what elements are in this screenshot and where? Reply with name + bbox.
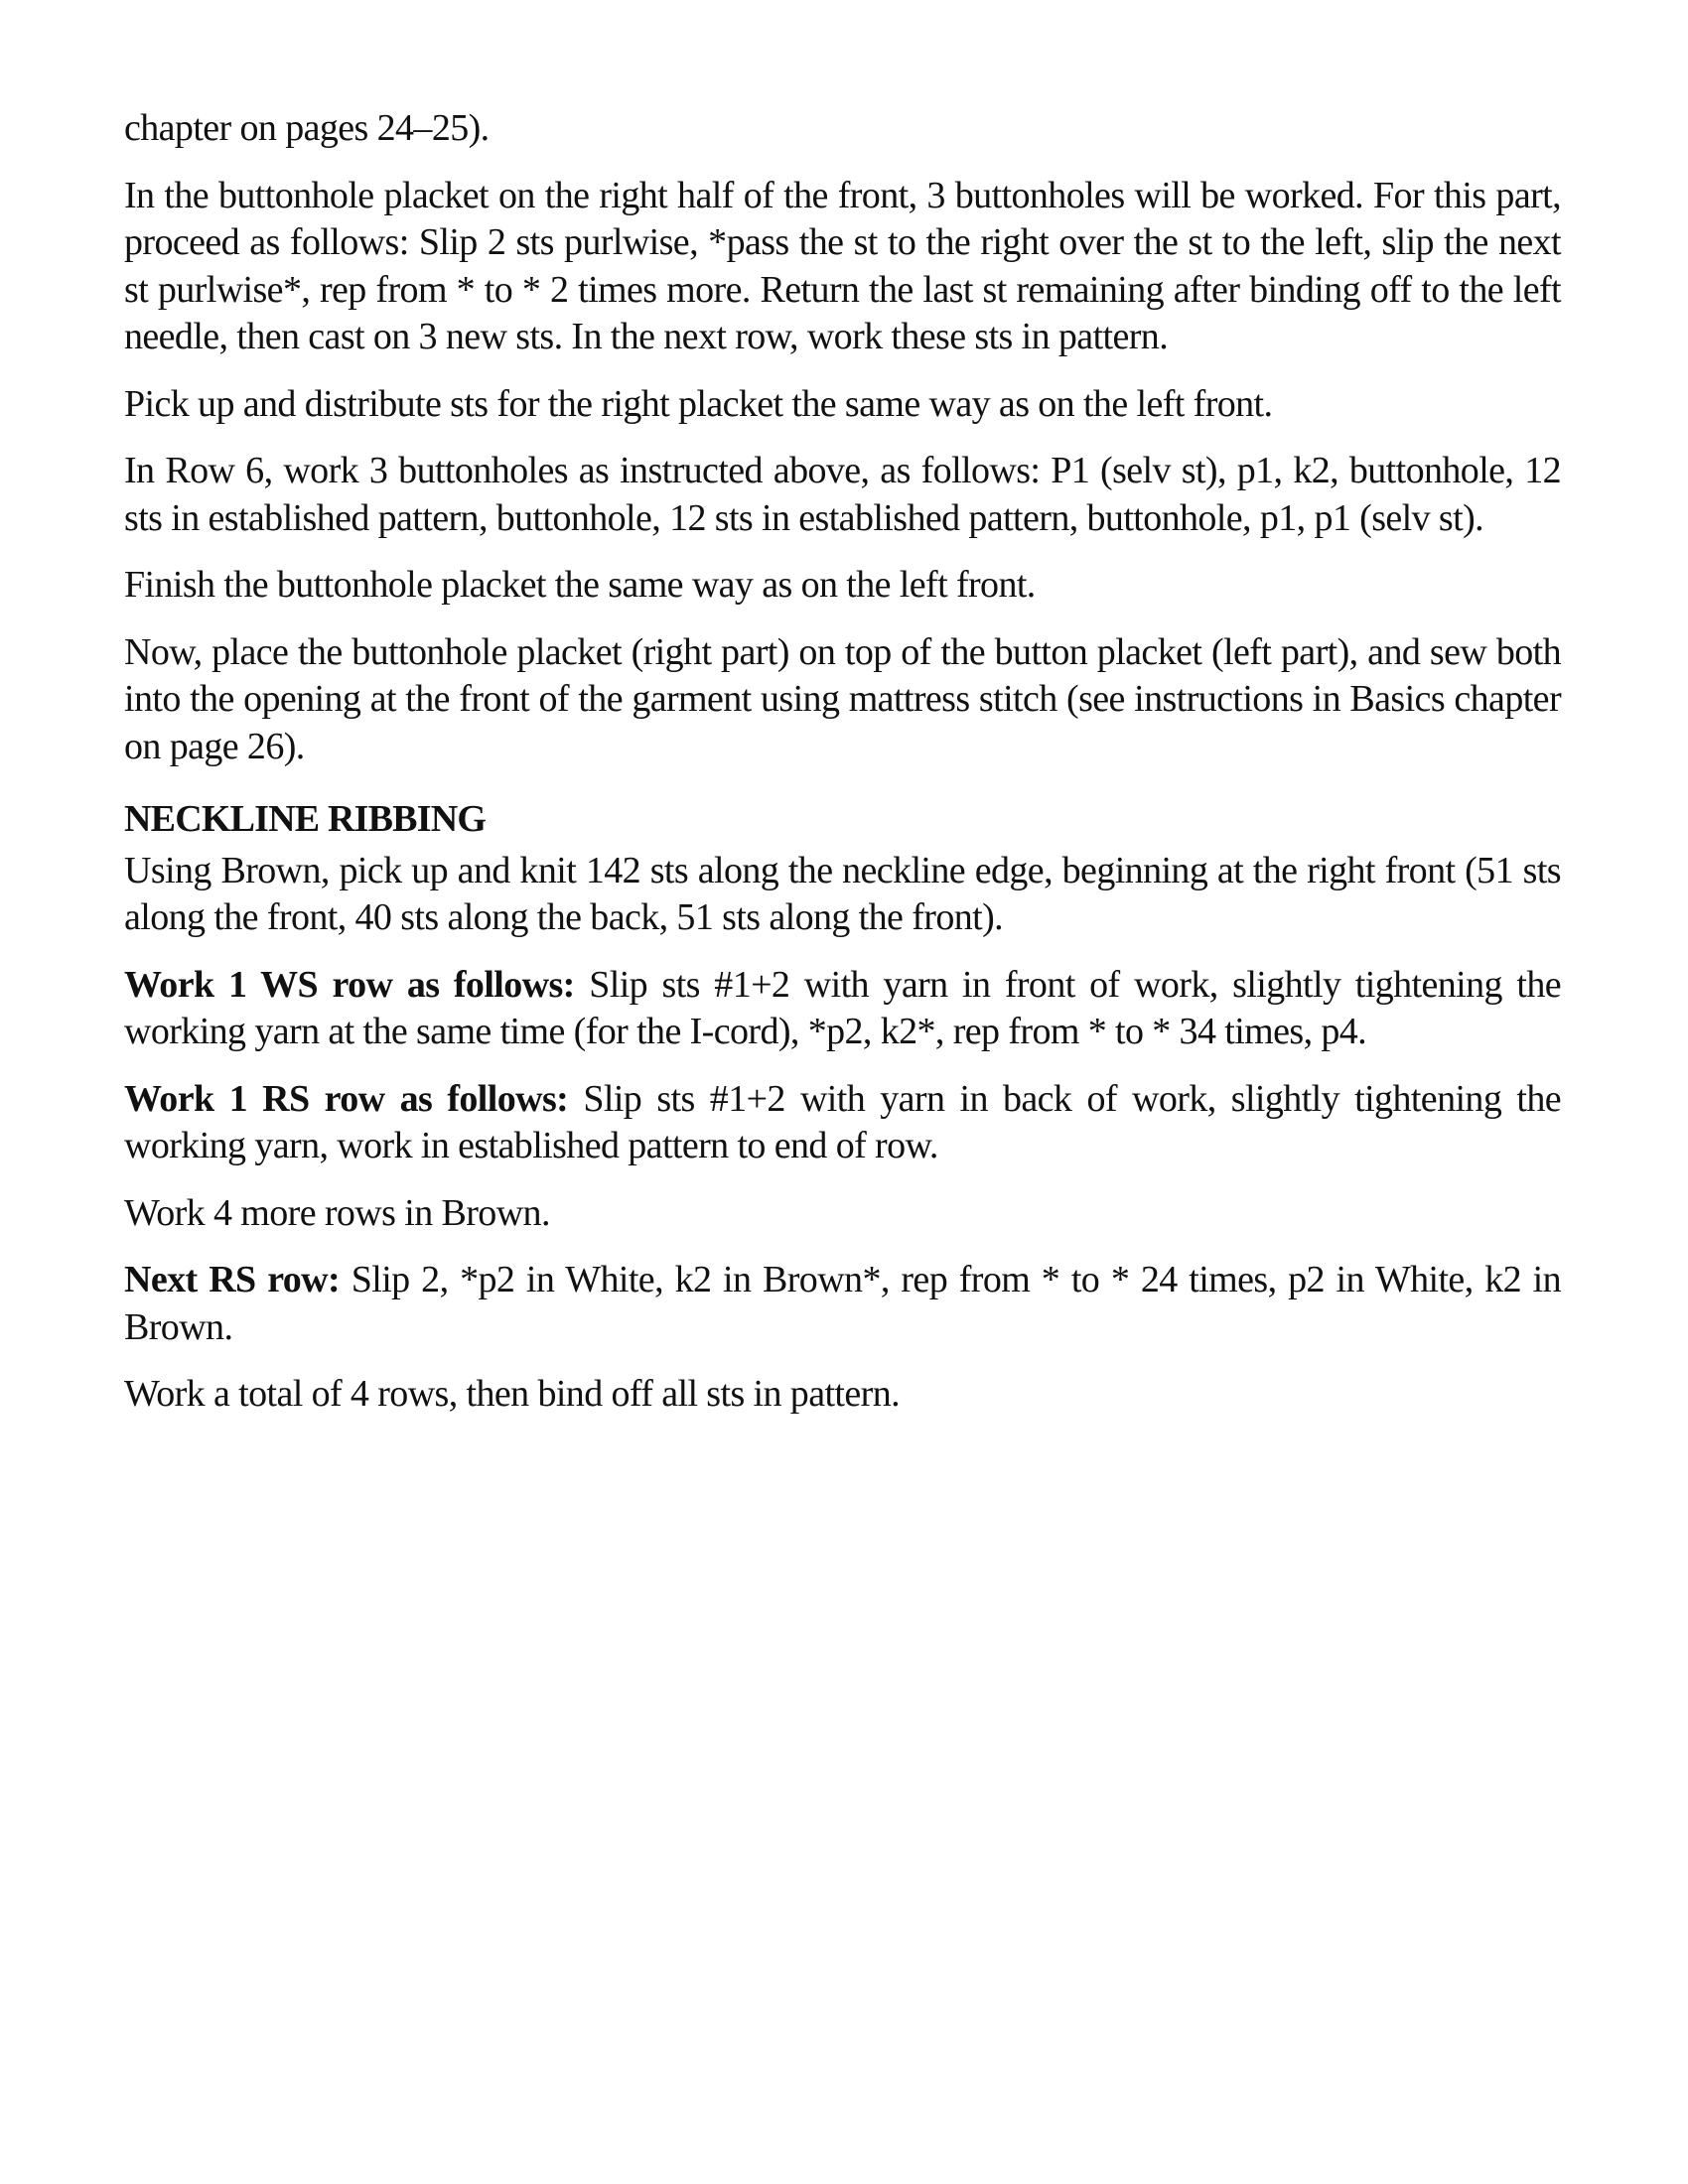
rs-row-lead: Work 1 RS row as follows: — [124, 1077, 569, 1120]
paragraph-finish-placket: Finish the buttonhole placket the same way as on the left front. — [124, 564, 1036, 606]
paragraph-bind-off: Work a total of 4 rows, then bind off all sts in pattern. — [124, 1373, 901, 1415]
rs-row-text: Slip sts #1+2 with yarn in back of work, slightly tightening the working yarn, work in established pattern to end of row. — [124, 1077, 1561, 1166]
paragraph-ws-row — [124, 962, 1561, 1056]
paragraph-buttonhole-instructions: In the buttonhole placket on the right half of the front, 3 buttonholes will be worked. For this part, proceed as follows: Slip 2 sts purlwise, *pass the st to the right over the st to the left, slip the next st purlwise*, rep from * to * 2 times more. Return the last st remaining after binding off to the left needle, then cast on 3 new sts. In the next row, work these sts in pattern. — [124, 174, 1561, 357]
paragraph-next-rs-row — [124, 1257, 1561, 1351]
next-rs-row-text: Slip 2, *p2 in White, k2 in Brown*, rep from * to * 24 times, p2 in White, k2 in Brown. — [124, 1259, 1561, 1348]
ws-row-lead: Work 1 WS row as follows: — [124, 963, 575, 1006]
paragraph-right-placket: Pick up and distribute sts for the right placket the same way as on the left front. — [124, 382, 1273, 425]
paragraph-pick-up-neckline: Using Brown, pick up and knit 142 sts along the neckline edge, beginning at the right front (51 sts along the front, 40 sts along the back, 51 sts along the front). — [124, 849, 1561, 938]
paragraph-rs-row — [124, 1076, 1561, 1170]
paragraph-sew-plackets: Now, place the buttonhole placket (right part) on top of the button placket (left part), and sew both into the opening at the front of the garment using mattress stitch (see instructions in Basics chapter on page 26). — [124, 630, 1561, 767]
paragraph-row-6: In Row 6, work 3 buttonholes as instructed above, as follows: P1 (selv st), p1, k2, buttonhole, 12 sts in established pattern, buttonhole, 12 sts in established pattern, buttonhole, p1, p1 (selv st). — [124, 450, 1561, 539]
next-rs-row-lead: Next RS row: — [124, 1259, 341, 1300]
paragraph-more-rows: Work 4 more rows in Brown. — [124, 1191, 550, 1234]
ws-row-text: Slip sts #1+2 with yarn in front of work, slightly tightening the working yarn at the same time (for the I-cord), *p2, k2*, rep from * to * 34 times, p4. — [124, 963, 1561, 1052]
section-heading-neckline-ribbing: NECKLINE RIBBING — [124, 798, 487, 840]
paragraph-chapter-reference: chapter on pages 24–25). — [124, 107, 490, 149]
document-page — [124, 105, 1561, 1438]
